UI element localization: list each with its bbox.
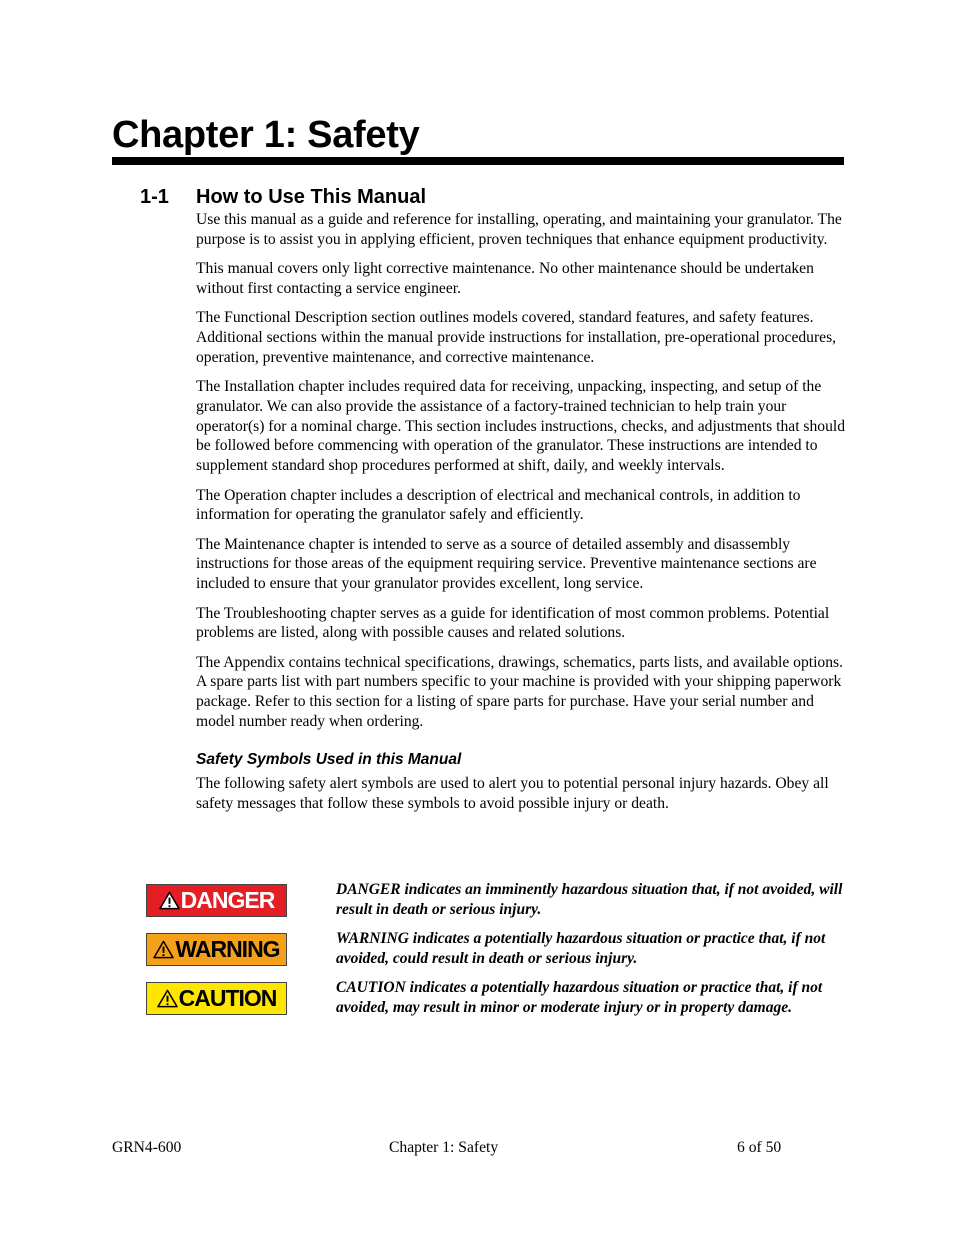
footer-chapter: Chapter 1: Safety [389, 1139, 499, 1156]
chapter-title-rule [112, 157, 844, 165]
warning-sign-label: WARNING [175, 936, 280, 962]
paragraph: The Troubleshooting chapter serves as a guide for identification of most common problems. Potential problems are listed, along with possible causes and related solutions. [196, 604, 830, 642]
danger-sign [146, 884, 287, 917]
safety-symbols-list [146, 880, 846, 1038]
paragraph: The Maintenance chapter is intended to serve as a source of detailed assembly and disassembly instructions for those areas of the equipment requiring service. Preventive maintenance sections are included to ensure that your granulator provides excellent, long service. [196, 535, 817, 593]
safety-symbol-caution [146, 978, 846, 1038]
warning-triangle-icon [159, 891, 180, 910]
caution-sign-label: CAUTION [178, 985, 277, 1011]
paragraph: The Appendix contains technical specifications, drawings, schematics, parts lists, and available options. A spare parts list with part numbers specific to your machine is provided with your shipping paperwork package. Refer to this section for a listing of spare parts for purchase. Have your serial number and model number ready when ordering. [196, 653, 843, 731]
section-title: How to Use This Manual [196, 186, 427, 208]
section-heading [140, 184, 426, 210]
footer-model: GRN4-600 [112, 1139, 182, 1156]
danger-sign-label: DANGER [180, 887, 275, 913]
warning-description: WARNING indicates a potentially hazardous situation or practice that, if not avoided, could result in death or serious injury. [336, 930, 826, 967]
warning-sign [146, 933, 287, 966]
section-body [196, 210, 846, 823]
paragraph: Use this manual as a guide and reference for installing, operating, and maintaining your granulator. The purpose is to assist you in applying efficient, proven techniques that enhance equipment productivity. [196, 211, 842, 248]
paragraph: The Functional Description section outlines models covered, standard features, and safety features. Additional sections within the manual provide instructions for installation, pre-operational procedures, operation, preventive maintenance, and corrective maintenance. [196, 309, 837, 366]
paragraph: The Installation chapter includes required data for receiving, unpacking, inspecting, and setup of the granulator. We can also provide the assistance of a factory-trained technician to help train your operator(s) for a nominal charge. This section includes instructions, checks, and adjustments that should be followed before commencing with operation of the granulator. These instructions are intended to supplement standard shop procedures performed at shift, daily, and weekly intervals. [196, 378, 846, 475]
safety-symbol-danger [146, 880, 846, 929]
warning-triangle-icon [157, 989, 178, 1008]
safety-symbol-warning [146, 929, 846, 978]
section-number: 1-1 [140, 186, 169, 208]
chapter-title: Chapter 1: Safety [112, 114, 420, 156]
safety-symbols-heading: Safety Symbols Used in this Manual [196, 750, 462, 768]
caution-description: CAUTION indicates a potentially hazardous situation or practice that, if not avoided, may result in minor or moderate injury or in property damage. [336, 979, 823, 1016]
caution-sign [146, 982, 287, 1015]
safety-symbols-intro: The following safety alert symbols are used to alert you to potential personal injury hazards. Obey all safety messages that follow these symbols to avoid possible injury or death. [196, 774, 829, 812]
warning-triangle-icon [153, 940, 174, 959]
paragraph: The Operation chapter includes a description of electrical and mechanical controls, in addition to information for operating the granulator safely and efficiently. [196, 486, 801, 524]
danger-description: DANGER indicates an imminently hazardous situation that, if not avoided, will result in death or serious injury. [336, 881, 843, 918]
paragraph: This manual covers only light corrective maintenance. No other maintenance should be undertaken without first contacting a service engineer. [196, 260, 814, 297]
footer-page-number: 6 of 50 [737, 1139, 782, 1156]
